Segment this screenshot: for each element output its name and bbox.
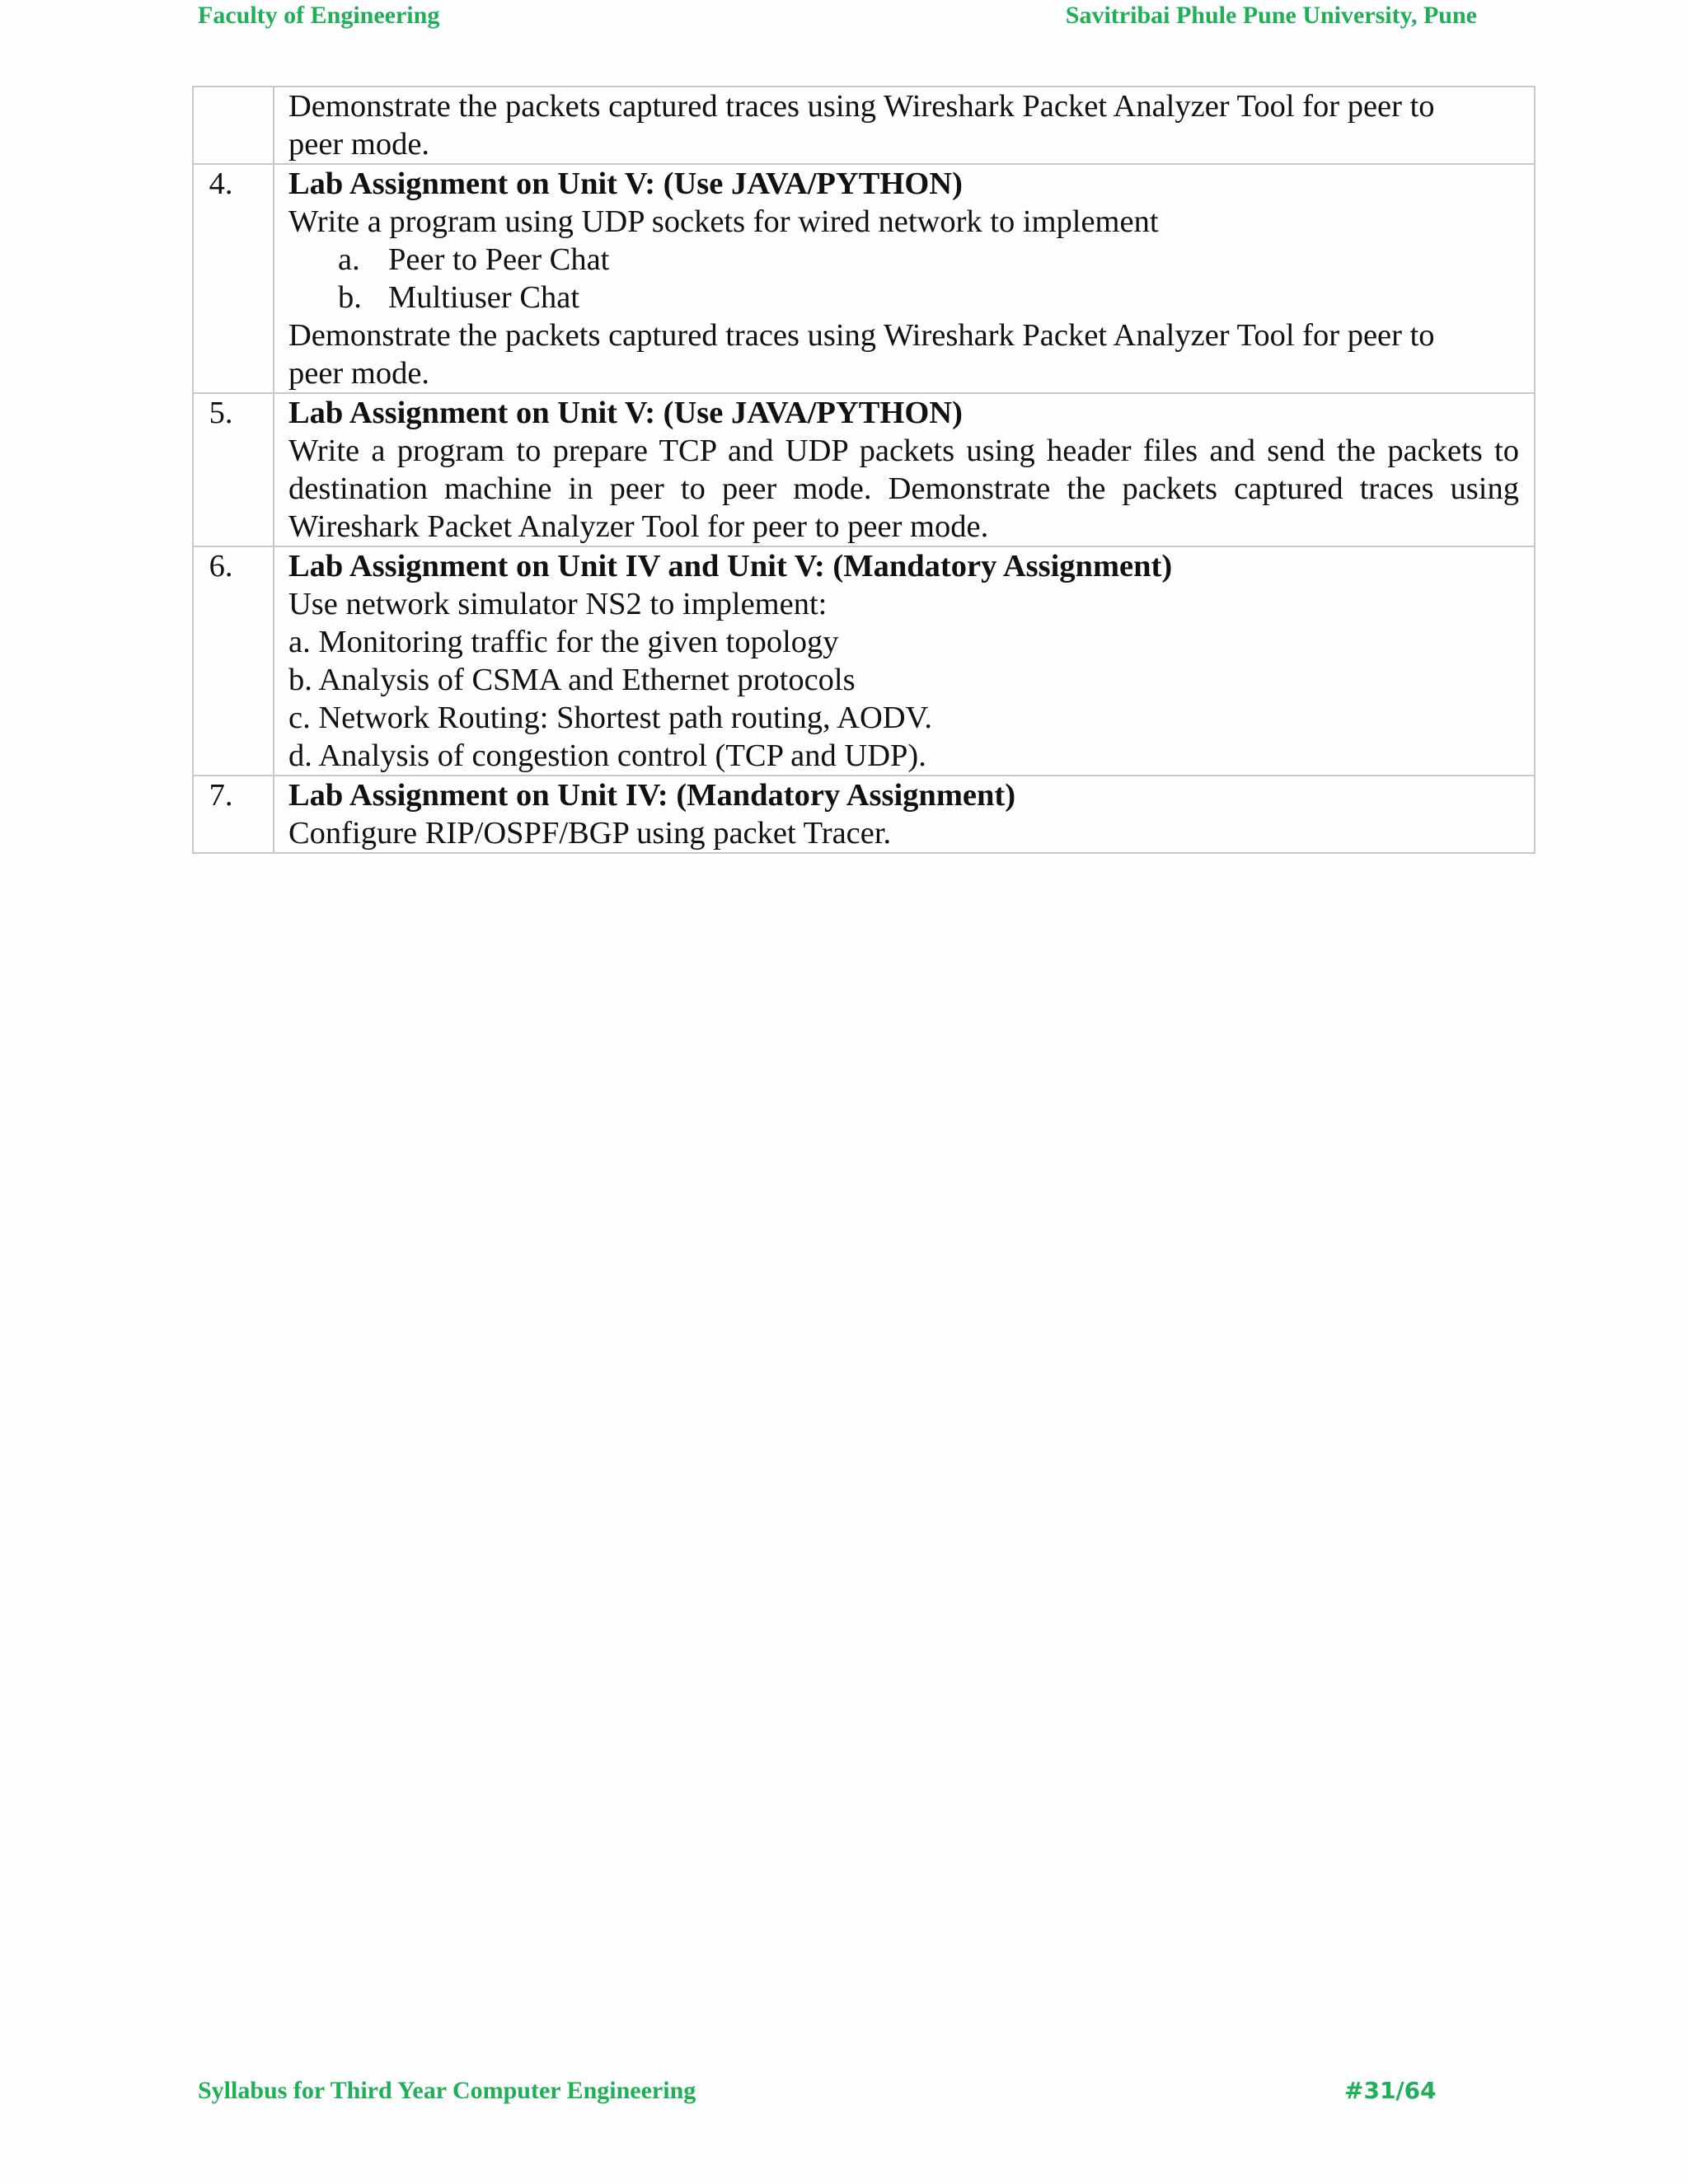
list-letter: b. (338, 280, 362, 315)
table-row (193, 87, 1535, 164)
footer-syllabus-title: Syllabus for Third Year Computer Engineering (198, 2077, 696, 2104)
assignment-title: Lab Assignment on Unit IV and Unit V: (Mandatory Assignment) (288, 549, 1173, 583)
row-content (274, 546, 1535, 776)
assignment-title: Lab Assignment on Unit V: (Use JAVA/PYTHON) (288, 396, 963, 430)
table-row (193, 393, 1535, 546)
list-letter: a. (338, 242, 360, 277)
row-text-line: Demonstrate the packets captured traces using Wireshark Packet Analyzer Tool for peer to (288, 89, 1435, 124)
row-text-line: a. Monitoring traffic for the given topology (288, 625, 839, 659)
list-item (288, 241, 1519, 279)
row-text-line: destination machine in peer to peer mode. Demonstrate the packets captured traces using (288, 471, 1519, 506)
table-row (193, 546, 1535, 776)
header-university: Savitribai Phule Pune University, Pune (1065, 2, 1477, 29)
row-text-line: b. Analysis of CSMA and Ethernet protocols (288, 663, 856, 697)
list-text: Multiuser Chat (388, 280, 580, 315)
row-content (274, 393, 1535, 546)
header-faculty: Faculty of Engineering (198, 2, 440, 29)
assignment-title: Lab Assignment on Unit IV: (Mandatory Assignment) (288, 778, 1016, 813)
row-text-line: peer mode. (288, 127, 430, 162)
assignment-title: Lab Assignment on Unit V: (Use JAVA/PYTHON) (288, 166, 963, 201)
row-text-line: d. Analysis of congestion control (TCP and UDP). (288, 738, 926, 773)
page-header (198, 2, 1477, 30)
row-text-line: Write a program to prepare TCP and UDP packets using header files and send the packets to (288, 434, 1519, 468)
footer-page-number: #31/64 (1344, 2077, 1437, 2104)
row-number: 5. (193, 393, 274, 546)
list-text: Peer to Peer Chat (388, 242, 610, 277)
row-content (274, 776, 1535, 853)
row-text-line: peer mode. (288, 356, 430, 391)
row-number (193, 87, 274, 164)
lab-assignment-table (192, 86, 1536, 854)
row-text-line: Write a program using UDP sockets for wired network to implement (288, 204, 1159, 239)
row-number: 7. (193, 776, 274, 853)
table-row (193, 164, 1535, 393)
list-item (288, 279, 1519, 316)
row-number: 4. (193, 164, 274, 393)
row-text-line: Wireshark Packet Analyzer Tool for peer to peer mode. (288, 509, 989, 544)
row-content (274, 164, 1535, 393)
row-text-line: c. Network Routing: Shortest path routing, AODV. (288, 701, 933, 735)
row-text-line: Configure RIP/OSPF/BGP using packet Tracer. (288, 816, 892, 851)
row-text-line: Use network simulator NS2 to implement: (288, 587, 828, 621)
row-number: 6. (193, 546, 274, 776)
row-content (274, 87, 1535, 164)
table-row (193, 776, 1535, 853)
row-text-line: Demonstrate the packets captured traces using Wireshark Packet Analyzer Tool for peer to (288, 318, 1435, 353)
